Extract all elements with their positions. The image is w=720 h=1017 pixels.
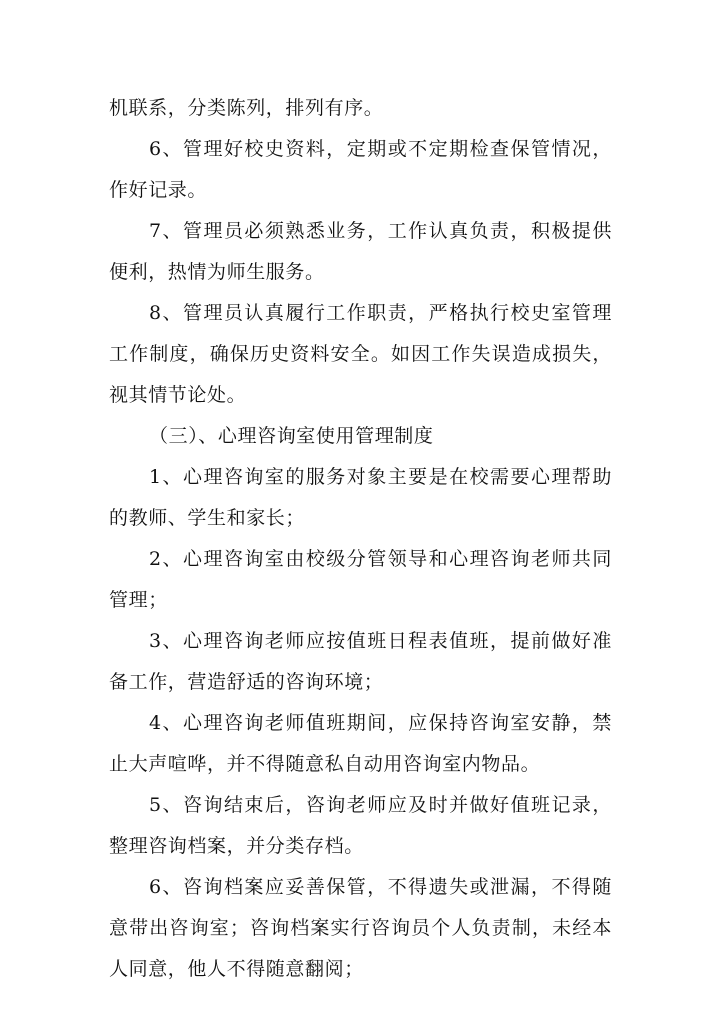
paragraph-item-6-counseling: 6、咨询档案应妥善保管，不得遗失或泄漏，不得随意带出咨询室；咨询档案实行咨询员个人负责制，未经本人同意，他人不得随意翻阅； (109, 876, 612, 980)
document-body (109, 88, 612, 990)
paragraph-item-2-counseling: 2、心理咨询室由校级分管领导和心理咨询老师共同管理； (109, 548, 612, 611)
paragraph-item-6-archive: 6、管理好校史资料，定期或不定期检查保管情况，作好记录。 (109, 138, 612, 201)
paragraph-item-3-counseling: 3、心理咨询老师应按值班日程表值班，提前做好准备工作，营造舒适的咨询环境； (109, 630, 612, 693)
paragraph-item-1-counseling: 1、心理咨询室的服务对象主要是在校需要心理帮助的教师、学生和家长； (109, 466, 612, 529)
section-heading-counseling-room: （三）、心理咨询室使用管理制度 (149, 425, 434, 447)
paragraph-item-4-counseling: 4、心理咨询老师值班期间，应保持咨询室安静，禁止大声喧哗，并不得随意私自动用咨询室内物品。 (109, 712, 612, 775)
paragraph-item-5-counseling: 5、咨询结束后，咨询老师应及时并做好值班记录，整理咨询档案，并分类存档。 (109, 794, 612, 857)
paragraph-item-8-archive: 8、管理员认真履行工作职责，严格执行校史室管理工作制度，确保历史资料安全。如因工作失误造成损失，视其情节论处。 (109, 302, 612, 406)
paragraph-continuation: 机联系，分类陈列，排列有序。 (109, 97, 384, 119)
paragraph-item-7-archive: 7、管理员必须熟悉业务，工作认真负责，积极提供便利，热情为师生服务。 (109, 220, 612, 283)
